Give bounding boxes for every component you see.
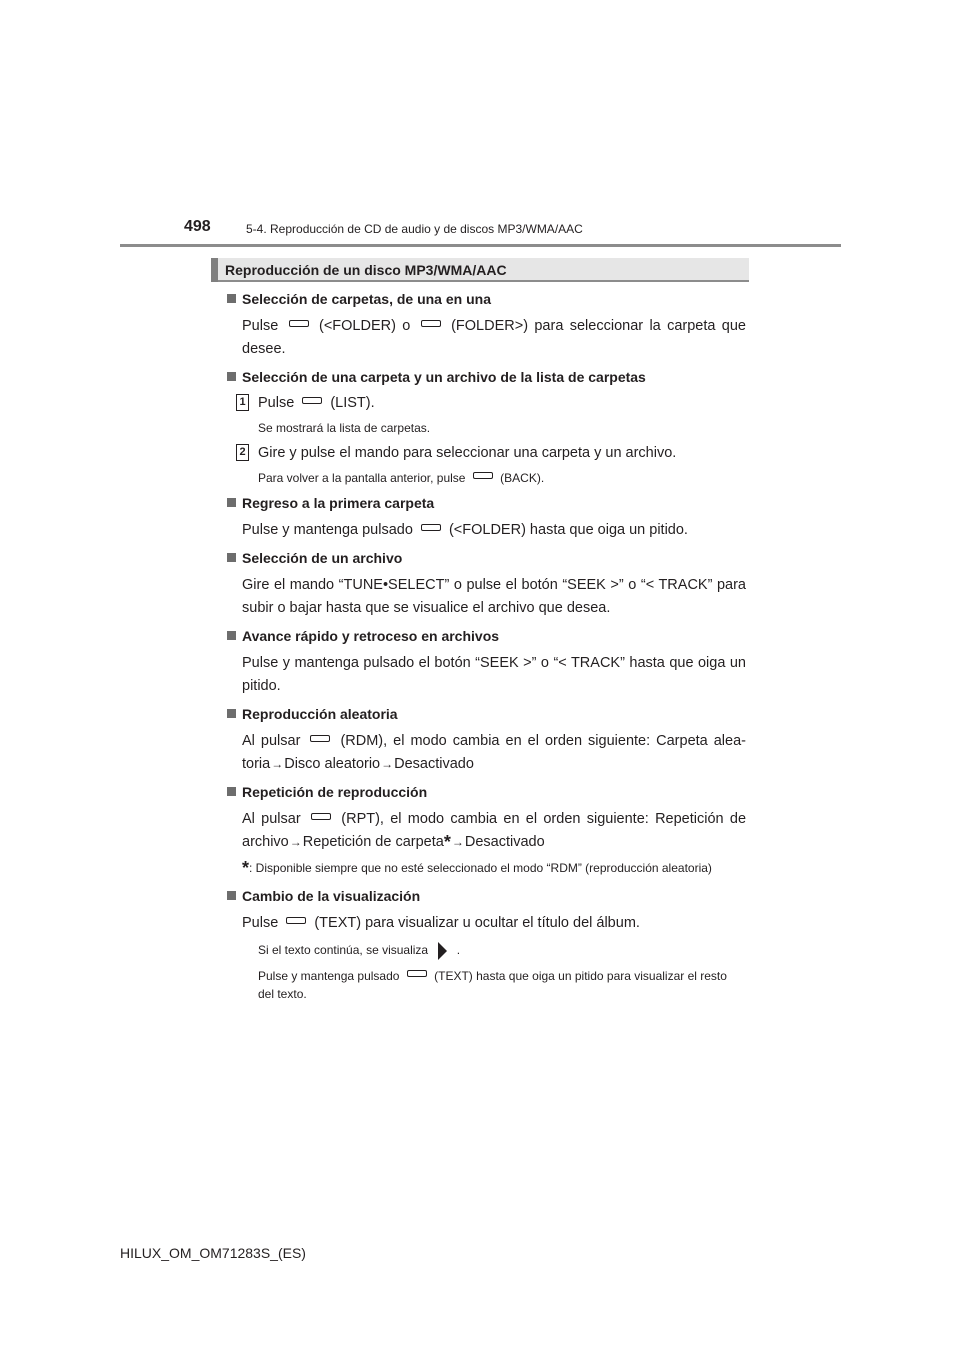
display-note: Si el texto continúa, se visualiza . xyxy=(226,941,746,961)
square-bullet-icon xyxy=(227,891,236,900)
section-title: Reproducción de un disco MP3/WMA/AAC xyxy=(225,262,507,278)
topic-folder-list xyxy=(226,367,746,487)
topic-body: Gire el mando “TUNE•SELECT” o pulse el botón “SEEK >” o “< TRACK” para subir o bajar hasta que se visualice el archivo que desea. xyxy=(242,577,746,616)
square-bullet-icon xyxy=(227,372,236,381)
topic-heading: Regreso a la primera carpeta xyxy=(226,493,746,513)
arrow-icon: → xyxy=(289,835,302,849)
topic-first-folder xyxy=(226,493,746,542)
section-bar xyxy=(211,258,218,282)
arrow-icon: → xyxy=(271,757,284,771)
chapter-title: 5-4. Reproducción de CD de audio y de discos MP3/WMA/AAC xyxy=(246,222,583,236)
topic-body: Al pulsar (RPT), el modo cambia en el orden siguiente: Repetición de archivo→Repetición de carpeta*→Desactivado xyxy=(242,811,747,852)
topic-repeat-play xyxy=(226,782,746,876)
step-2: 2 Gire y pulse el mando para seleccionar una carpeta y un archivo. xyxy=(226,443,746,463)
button-icon xyxy=(407,970,427,977)
topic-display-change xyxy=(226,886,746,1003)
footnote-marker: * xyxy=(443,832,451,852)
square-bullet-icon xyxy=(227,787,236,796)
more-text-icon xyxy=(435,941,449,961)
button-icon xyxy=(302,397,322,404)
button-icon xyxy=(286,917,306,924)
topic-heading: Selección de carpetas, de una en una xyxy=(226,289,746,309)
button-icon xyxy=(289,320,309,327)
square-bullet-icon xyxy=(227,498,236,507)
topic-random-play xyxy=(226,704,746,776)
content xyxy=(226,289,746,1009)
step-number: 1 xyxy=(236,394,249,411)
button-icon xyxy=(310,735,330,742)
square-bullet-icon xyxy=(227,631,236,640)
footnote: *: Disponible siempre que no esté seleccionado el modo “RDM” (reproducción aleatoria) xyxy=(242,858,712,878)
topic-body: Pulse (<FOLDER) o (FOLDER>) para seleccionar la carpeta que desee. xyxy=(242,318,746,357)
topic-heading: Selección de un archivo xyxy=(226,548,746,568)
footnote-star: * xyxy=(242,858,250,878)
topic-file-select xyxy=(226,548,746,620)
step-number: 2 xyxy=(236,444,249,461)
topic-body: Pulse (TEXT) para visualizar u ocultar el título del álbum. xyxy=(242,915,640,931)
step-1: 1 Pulse (LIST). xyxy=(226,393,746,413)
topic-heading: Avance rápido y retroceso en archivos xyxy=(226,626,746,646)
square-bullet-icon xyxy=(227,553,236,562)
header-rule xyxy=(120,244,841,247)
arrow-icon: → xyxy=(451,835,464,849)
square-bullet-icon xyxy=(227,294,236,303)
topic-heading: Reproducción aleatoria xyxy=(226,704,746,724)
footer-code: HILUX_OM_OM71283S_(ES) xyxy=(120,1245,306,1261)
button-icon xyxy=(421,524,441,531)
topic-body: Pulse y mantenga pulsado (<FOLDER) hasta que oiga un pitido. xyxy=(242,522,688,538)
step-note: Se mostrará la lista de carpetas. xyxy=(258,421,431,435)
step-note: Para volver a la pantalla anterior, pulse (BACK). xyxy=(258,471,545,485)
square-bullet-icon xyxy=(227,709,236,718)
topic-heading: Cambio de la visualización xyxy=(226,886,746,906)
arrow-icon: → xyxy=(381,757,394,771)
page-number: 498 xyxy=(184,218,211,235)
topic-folder-select xyxy=(226,289,746,361)
button-icon xyxy=(473,472,493,479)
topic-fast-forward xyxy=(226,626,746,698)
topic-body: Pulse y mantenga pulsado el botón “SEEK >” o “< TRACK” hasta que oiga un pitido. xyxy=(242,655,746,694)
section-heading xyxy=(211,258,749,282)
display-note: Pulse y mantenga pulsado (TEXT) hasta que oiga un pitido para visualizar el resto del texto. xyxy=(258,969,727,1001)
topic-heading: Selección de una carpeta y un archivo de la lista de carpetas xyxy=(226,367,746,387)
topic-heading: Repetición de reproducción xyxy=(226,782,746,802)
topic-body: Al pulsar (RDM), el modo cambia en el orden siguiente: Carpeta alea-toria→Disco aleatorio→Desactivado xyxy=(226,730,746,776)
button-icon xyxy=(421,320,441,327)
button-icon xyxy=(311,813,331,820)
